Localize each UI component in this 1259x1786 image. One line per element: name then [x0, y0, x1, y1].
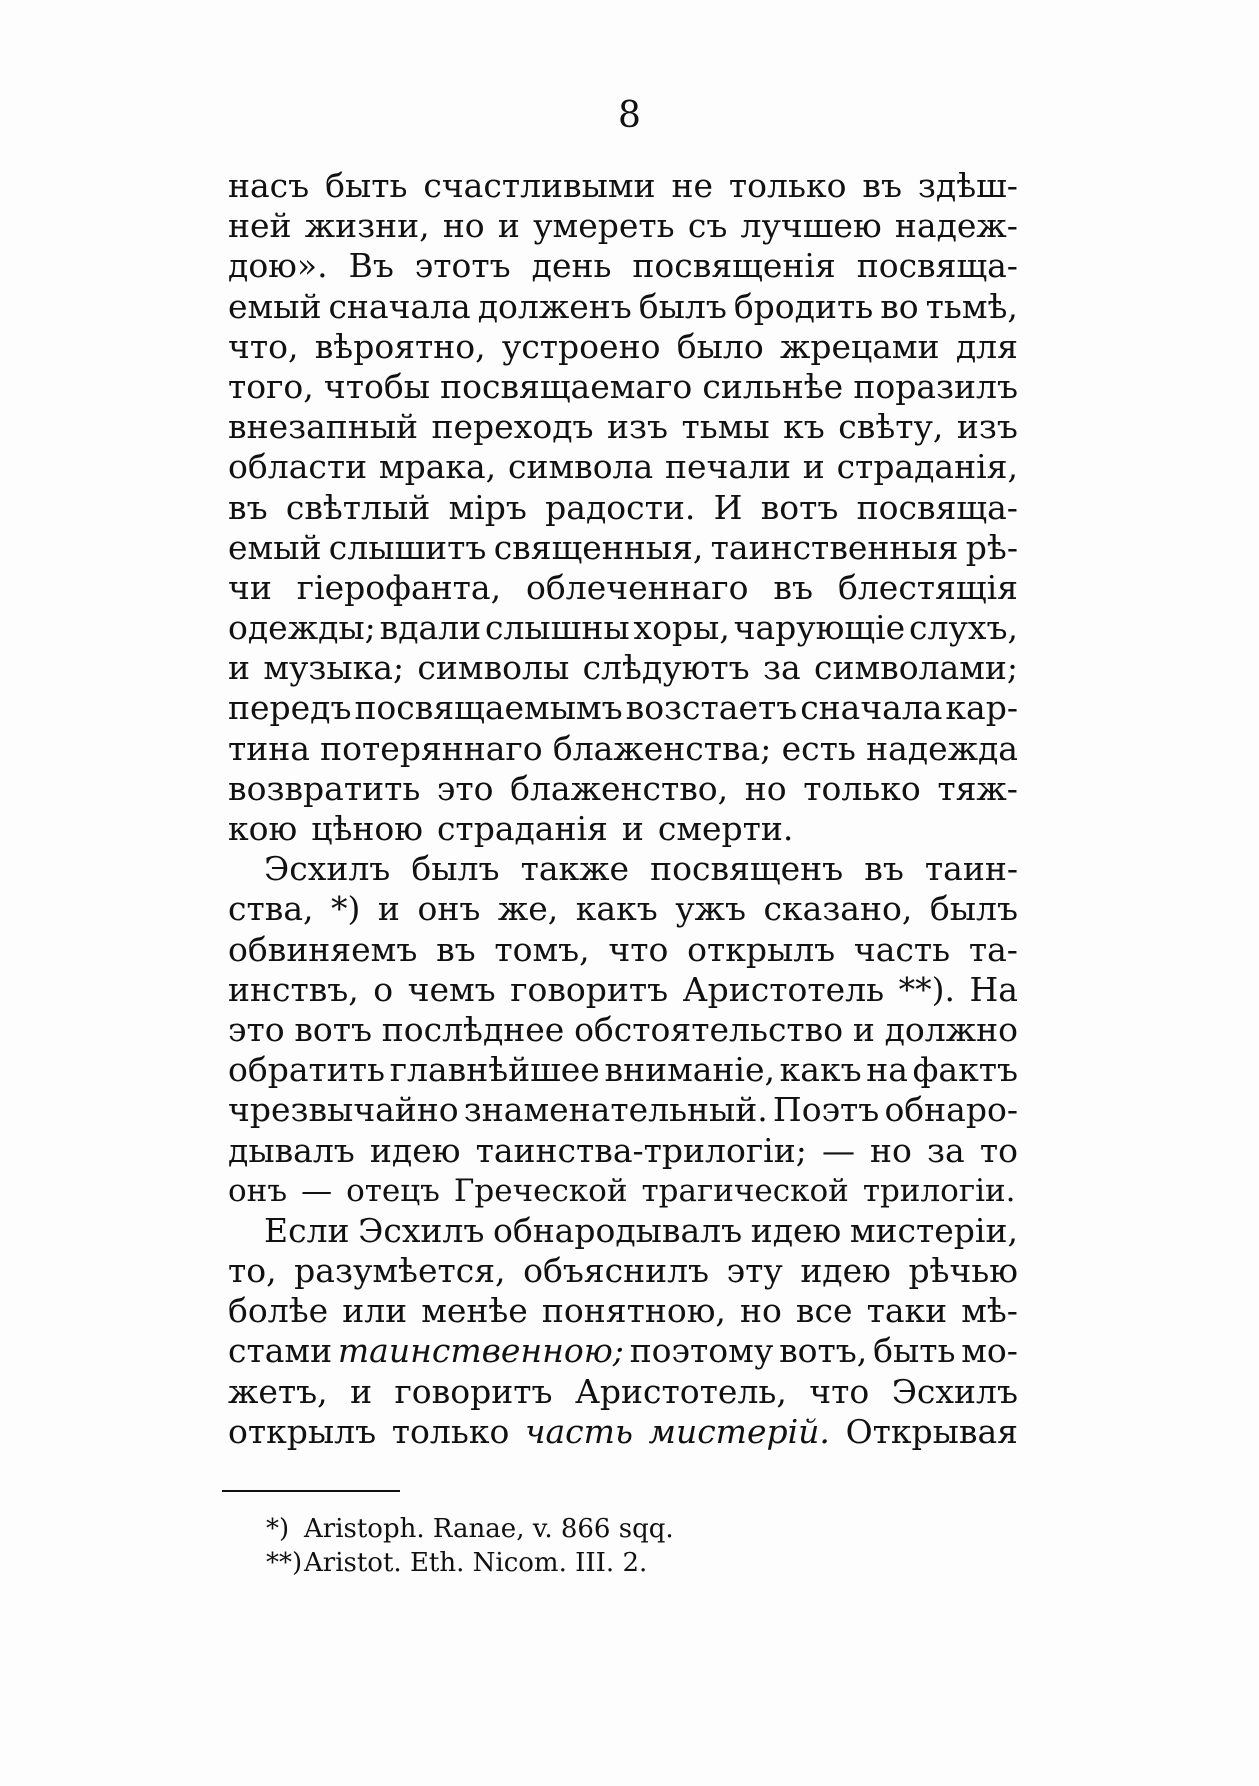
- word: послѣднее: [381, 1009, 565, 1049]
- word: фактъ: [912, 1050, 1018, 1090]
- word: день: [531, 246, 612, 286]
- word: что,: [228, 326, 299, 366]
- word: чтобы: [323, 366, 430, 406]
- word: жизни,: [304, 206, 430, 246]
- text-line: [228, 1291, 1018, 1331]
- word: Если: [264, 1210, 350, 1250]
- text-line: [228, 729, 1018, 769]
- word: этотъ: [414, 246, 511, 286]
- word: въ: [436, 929, 476, 969]
- word: таинственныя: [710, 527, 959, 567]
- word: былъ: [638, 286, 727, 326]
- word: какъ: [575, 889, 658, 929]
- word: и: [497, 206, 520, 246]
- word: **).: [898, 969, 955, 1009]
- word: для: [955, 326, 1018, 366]
- word: Эсхилъ: [891, 1371, 1018, 1411]
- word: Эсхилъ: [358, 1210, 485, 1250]
- word: обнаро-: [884, 1090, 1018, 1130]
- word: хоры,: [633, 608, 730, 648]
- word: съ: [687, 206, 728, 246]
- word: за: [927, 1130, 965, 1170]
- word: только: [803, 768, 921, 808]
- word: слухъ,: [909, 608, 1018, 648]
- word: —: [821, 1130, 855, 1170]
- word: счастливыми: [423, 166, 656, 205]
- word: здѣш-: [917, 166, 1018, 205]
- word: только: [391, 1411, 510, 1451]
- text-line: [228, 688, 1018, 728]
- word: былъ: [929, 889, 1018, 929]
- word: это: [228, 1009, 285, 1049]
- word: жетъ,: [228, 1371, 328, 1411]
- word: вотъ,: [779, 1331, 868, 1371]
- word: Поэтъ: [772, 1090, 880, 1130]
- word: понятною,: [541, 1291, 726, 1331]
- word: слышны: [484, 608, 630, 648]
- word: таинства-трилогіи;: [475, 1130, 807, 1170]
- word: сказано,: [763, 889, 913, 929]
- word: обратить: [228, 1050, 386, 1090]
- word: вниманіе,: [604, 1050, 775, 1090]
- word: изъ: [956, 407, 1018, 447]
- word: мистеріи,: [849, 1210, 1018, 1250]
- word: есть: [781, 728, 856, 768]
- word: свѣтлый: [285, 487, 431, 527]
- text-line: [228, 1131, 1018, 1171]
- word: въ: [773, 567, 813, 607]
- word: музыка;: [263, 648, 405, 688]
- word: области: [228, 447, 368, 487]
- word: и: [802, 447, 825, 487]
- word: обнародывалъ: [492, 1210, 743, 1250]
- word: поразилъ: [853, 366, 1018, 406]
- word: но: [744, 768, 787, 808]
- word: сначала: [800, 688, 943, 728]
- footnotes: [266, 1512, 674, 1580]
- word: что: [608, 929, 669, 969]
- word: было: [676, 326, 764, 366]
- text-line: [228, 367, 1018, 407]
- word: кою: [228, 809, 298, 848]
- word: Эсхилъ: [264, 849, 391, 889]
- word: что: [809, 1371, 870, 1411]
- word: знаменательный.: [463, 1090, 768, 1130]
- word: говоритъ: [510, 969, 669, 1009]
- text-line: [228, 930, 1018, 970]
- word: мѣ-: [961, 1291, 1018, 1331]
- word: инствъ,: [228, 969, 359, 1009]
- text-line: [228, 447, 1018, 487]
- text-line: [228, 769, 1018, 809]
- word: дою».: [228, 246, 328, 286]
- word: быть: [325, 166, 408, 205]
- text-line: [228, 246, 1018, 286]
- word: идею: [800, 1251, 891, 1291]
- text-line: [228, 1211, 1018, 1251]
- text-line: [228, 407, 1018, 447]
- word: былъ: [411, 849, 500, 889]
- word: вѣроятно,: [314, 326, 486, 366]
- word: того,: [228, 366, 314, 406]
- word: идею: [369, 1130, 461, 1170]
- word: тьмѣ,: [925, 286, 1018, 326]
- word: Аристотель,: [574, 1371, 787, 1411]
- word: дывалъ: [228, 1130, 355, 1170]
- word: но: [870, 1130, 912, 1170]
- word: эту: [726, 1251, 783, 1291]
- text-line: [228, 1412, 1018, 1452]
- word: И: [713, 487, 743, 527]
- text-line: [228, 1171, 1018, 1211]
- footnote-mark: *): [266, 1514, 290, 1544]
- word: все: [795, 1291, 853, 1331]
- word: поэтому: [629, 1331, 774, 1371]
- word: таки: [866, 1291, 948, 1331]
- word: но: [739, 1291, 782, 1331]
- word: Открывая: [845, 1411, 1018, 1451]
- footnote-mark: **): [266, 1548, 303, 1578]
- word: въ: [864, 849, 904, 889]
- word: чемъ: [407, 969, 496, 1009]
- word: за: [762, 648, 801, 688]
- word: говоритъ: [394, 1371, 553, 1411]
- footnote: [266, 1546, 674, 1580]
- word: рѣ-: [965, 527, 1018, 567]
- word: идею: [750, 1210, 842, 1250]
- word: передъ: [228, 688, 352, 728]
- word: ужъ: [675, 889, 746, 929]
- word: вотъ: [760, 487, 839, 527]
- word: ней: [228, 206, 292, 246]
- word: то,: [228, 1251, 277, 1291]
- word: изъ: [607, 407, 669, 447]
- word: потеряннаго: [320, 728, 543, 768]
- text-line: [228, 809, 1018, 849]
- word: также: [520, 849, 630, 889]
- word: не: [671, 166, 713, 205]
- word: *): [331, 889, 361, 929]
- word: томъ,: [494, 929, 590, 969]
- word: трагической: [641, 1172, 849, 1209]
- word: о: [373, 969, 394, 1009]
- word: болѣе: [228, 1291, 329, 1331]
- word: свѣту,: [838, 407, 944, 447]
- text-line: [228, 287, 1018, 327]
- word: чрезвычайно: [228, 1090, 459, 1130]
- word: внезапный: [228, 407, 419, 447]
- word: насъ: [228, 166, 310, 205]
- word: рѣчью: [908, 1251, 1018, 1291]
- word: объяснилъ: [523, 1251, 710, 1291]
- word: и: [228, 648, 250, 688]
- word: символа: [507, 447, 654, 487]
- body-text: [228, 166, 1018, 1452]
- word: умереть: [533, 206, 675, 246]
- word: и: [621, 809, 644, 848]
- word: часть: [853, 929, 951, 969]
- word: символы: [417, 648, 570, 688]
- word: ства,: [228, 889, 314, 929]
- text-line: [228, 970, 1018, 1010]
- word: главнѣйшее: [389, 1050, 600, 1090]
- word: страданія: [436, 809, 608, 848]
- word: печали: [665, 447, 791, 487]
- text-line: [228, 849, 1018, 889]
- word: и: [377, 889, 400, 929]
- word: цѣною: [311, 809, 423, 848]
- word: часть: [524, 1411, 633, 1451]
- word: сначала: [328, 286, 471, 326]
- word: вотъ: [294, 1009, 373, 1049]
- word: въ: [228, 487, 268, 527]
- word: Аристотель: [682, 969, 885, 1009]
- word: сильнѣе: [702, 366, 844, 406]
- word: бродить: [733, 286, 874, 326]
- word: посвяща-: [856, 246, 1018, 286]
- footnote-text: Aristoph. Ranae, v. 866 sqq.: [304, 1514, 674, 1544]
- word: На: [969, 969, 1018, 1009]
- word: мрака,: [378, 447, 497, 487]
- word: чи: [228, 567, 272, 607]
- word: посвященъ: [650, 849, 844, 889]
- text-line: [228, 1090, 1018, 1130]
- text-line: [228, 206, 1018, 246]
- word: Въ: [348, 246, 394, 286]
- word: блестящія: [837, 567, 1018, 607]
- word: же,: [497, 889, 559, 929]
- text-line: [228, 568, 1018, 608]
- word: въ: [862, 166, 902, 205]
- word: облеченнаго: [526, 567, 749, 607]
- word: посвященія: [632, 246, 836, 286]
- word: во: [880, 286, 919, 326]
- word: надежда: [866, 728, 1018, 768]
- word: посвящаемаго: [440, 366, 693, 406]
- word: блаженство,: [510, 768, 729, 808]
- text-line: [228, 1251, 1018, 1291]
- word: должно: [884, 1009, 1018, 1049]
- text-line: [228, 166, 1018, 206]
- word: священныя,: [493, 527, 704, 567]
- word: онъ: [228, 1172, 288, 1209]
- word: міръ: [448, 487, 527, 527]
- word: блаженства;: [552, 728, 772, 768]
- word: вдали: [379, 608, 482, 648]
- word: или: [342, 1291, 408, 1331]
- word: таин-: [924, 849, 1018, 889]
- word: возстаетъ: [625, 688, 798, 728]
- word: на: [866, 1050, 908, 1090]
- word: гіерофанта,: [296, 567, 502, 607]
- word: слышитъ: [328, 527, 487, 567]
- text-line: [228, 327, 1018, 367]
- word: тяж-: [937, 768, 1018, 808]
- word: къ: [783, 407, 825, 447]
- text-line: [228, 648, 1018, 688]
- word: и: [350, 1371, 373, 1411]
- text-line: [228, 889, 1018, 929]
- word: менѣе: [421, 1291, 528, 1331]
- word: только: [728, 166, 847, 205]
- word: Греческой: [453, 1172, 628, 1209]
- word: символами;: [813, 648, 1018, 688]
- word: надеж-: [894, 206, 1018, 246]
- text-line: [228, 528, 1018, 568]
- word: быть: [873, 1331, 956, 1371]
- word: смерти.: [657, 809, 794, 848]
- word: разумѣется,: [294, 1251, 506, 1291]
- word: но: [442, 206, 485, 246]
- word: кар-: [945, 688, 1018, 728]
- text-line: [228, 1050, 1018, 1090]
- word: чарующіе: [733, 608, 906, 648]
- word: переходъ: [431, 407, 594, 447]
- word: онъ: [417, 889, 481, 929]
- text-line: [228, 488, 1018, 528]
- page-number: 8: [618, 95, 641, 136]
- word: посвяща-: [856, 487, 1018, 527]
- word: отецъ: [346, 1172, 440, 1209]
- text-line: [228, 608, 1018, 648]
- footnote: [266, 1512, 674, 1546]
- word: одежды;: [228, 608, 376, 648]
- word: тина: [228, 728, 310, 768]
- word: обвиняемъ: [228, 929, 418, 969]
- word: —: [301, 1172, 333, 1209]
- word: жрецами: [779, 326, 940, 366]
- footnote-text: Aristot. Eth. Nicom. III. 2.: [304, 1548, 648, 1578]
- word: лучшею: [740, 206, 882, 246]
- footnote-separator: [222, 1490, 400, 1492]
- word: радости.: [545, 487, 696, 527]
- word: тьмы: [681, 407, 770, 447]
- word: долженъ: [477, 286, 632, 326]
- text-line: [228, 1010, 1018, 1050]
- word: трилогіи.: [862, 1172, 1016, 1209]
- word: обстоятельство: [574, 1009, 844, 1049]
- word: это: [436, 768, 494, 808]
- word: открылъ: [687, 929, 836, 969]
- word: посвящаемымъ: [354, 688, 623, 728]
- word: стами: [228, 1331, 333, 1371]
- word: мо-: [961, 1331, 1018, 1371]
- word: открылъ: [228, 1411, 377, 1451]
- text-line: [228, 1331, 1018, 1371]
- text-line: [228, 1372, 1018, 1412]
- word: мистерій.: [648, 1411, 830, 1451]
- word: какъ: [779, 1050, 862, 1090]
- word: то: [979, 1130, 1018, 1170]
- word: устроено: [501, 326, 661, 366]
- word: таинственною;: [337, 1331, 624, 1371]
- word: и: [852, 1009, 875, 1049]
- word: емый: [228, 527, 322, 567]
- word: возвратить: [228, 768, 421, 808]
- word: емый: [228, 286, 322, 326]
- word: та-: [968, 929, 1018, 969]
- word: страданія,: [836, 447, 1018, 487]
- word: слѣдуютъ: [582, 648, 750, 688]
